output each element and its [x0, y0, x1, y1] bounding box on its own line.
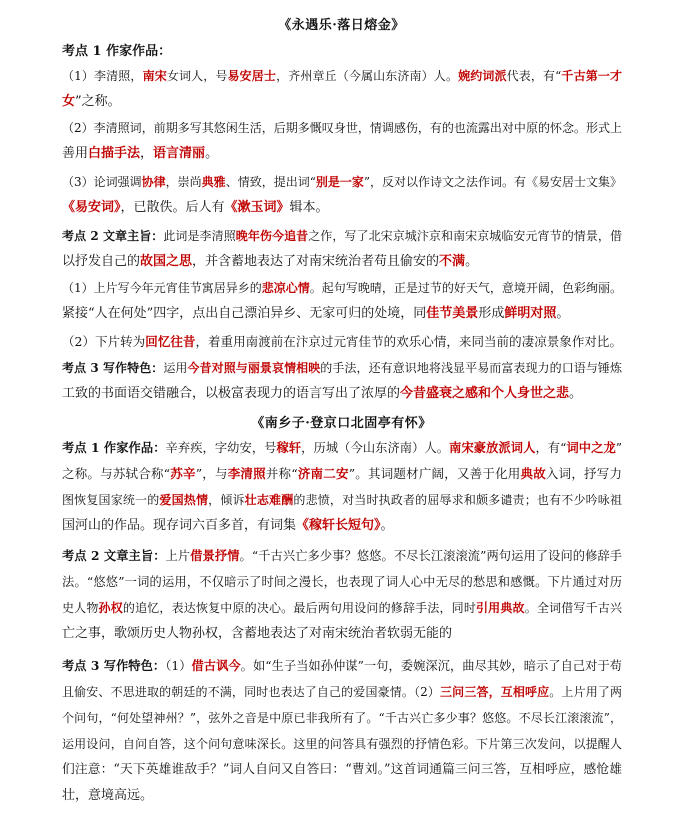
text-span: 的追忆，表达恢复中原的决心。最后两句用设问的修辞手法，同时 — [122, 601, 476, 615]
text-span: 女词人，号 — [166, 69, 228, 83]
text-span: 代表，有“ — [506, 69, 562, 83]
text-span: 。上片用了两 — [549, 685, 622, 699]
text-span: ，历城（今山东济南）人。 — [301, 441, 450, 455]
text-span: 辑本。 — [289, 200, 329, 215]
paragraph-line — [62, 516, 622, 536]
paragraph-line — [62, 358, 622, 378]
highlight-text: 故国之思 — [140, 254, 193, 269]
text-span: 壮，意境高远。 — [62, 788, 154, 803]
highlight-text: 《稼轩长短句》 — [296, 518, 381, 533]
text-span: （1）上片写今年元宵佳节寓居异乡的 — [62, 281, 262, 295]
paragraph-line — [62, 546, 622, 566]
text-span: 图恢复国家统一的 — [62, 493, 160, 507]
paragraph-line — [62, 656, 622, 676]
text-span: 国河山的作品。现存词六百多首，有词集 — [62, 518, 297, 533]
highlight-text: 《漱玉词》 — [224, 200, 290, 215]
paragraph-line — [62, 332, 622, 352]
highlight-text: 济南二安 — [297, 466, 349, 481]
text-span: 。起句写晚晴，正是过节的好天气，意境开阔，色彩绚丽。 — [309, 281, 622, 295]
text-span: 并称“ — [265, 466, 298, 481]
paragraph-line — [62, 760, 622, 780]
highlight-text: 女 — [62, 94, 76, 109]
paragraph-line — [62, 464, 622, 484]
paragraph-line — [62, 438, 622, 458]
highlight-text: 引用典故 — [476, 601, 525, 615]
text-span: （3）论词强调 — [62, 175, 142, 189]
kaodian-heading: 考点 2 文章主旨： — [62, 548, 166, 563]
text-span: 之作，写了北宋京城汴京和南宋京城临安元宵节的情景，借 — [308, 229, 622, 243]
text-span: 。 — [205, 146, 219, 161]
paragraph-line — [62, 92, 622, 112]
paragraph-line — [62, 118, 622, 138]
highlight-text: 借景抒情 — [190, 548, 240, 563]
text-span: ，齐州章丘（今属山东济南）人。 — [276, 69, 459, 83]
text-span: 工致的书面语交错融合，以极富表现力的语言写出了浓厚的 — [62, 386, 401, 401]
text-span: 善用 — [62, 146, 89, 161]
section-title: 《永遇乐·落日熔金》 — [278, 18, 405, 33]
text-span: 辛弃疾，字幼安，号 — [165, 441, 277, 455]
text-span: 运用 — [163, 361, 188, 375]
text-span: 且偷安、不思进取的朝廷的不满，同时也表达了自己的爱国豪情。（2） — [62, 685, 441, 699]
highlight-text: 协律 — [141, 175, 166, 189]
text-span: 。全词借写千古兴 — [524, 601, 622, 615]
text-span: ”之称。 — [75, 94, 121, 109]
highlight-text: 不满 — [439, 254, 466, 269]
highlight-text: 借古讽今 — [191, 658, 241, 673]
paragraph-line — [62, 734, 622, 754]
text-span: 形成 — [478, 306, 505, 321]
text-span: ，着重用南渡前在汴京过元宵佳节的欢乐心情，来同当前的凄凉景象作对比。 — [195, 334, 622, 349]
kaodian-heading — [62, 42, 622, 62]
text-span: ，崇尚 — [165, 175, 202, 189]
paragraph-line — [62, 144, 622, 164]
highlight-text: 词中之龙 — [566, 440, 616, 455]
text-span: ” — [615, 441, 623, 455]
text-span: ，已散佚。后人有 — [120, 200, 225, 215]
text-span: 运用设问，自问自答，这个问句意味深长。这里的问答具有强烈的抒情色彩。下片第三次发问，以提醒人 — [62, 737, 622, 751]
highlight-text: 易安居士 — [227, 69, 277, 83]
highlight-text: 晚年伤今追昔 — [235, 229, 309, 243]
paragraph-line — [62, 384, 622, 404]
text-span: 。 — [556, 306, 570, 321]
highlight-text: 婉约词派 — [458, 69, 507, 83]
highlight-text: 白描手法 — [88, 146, 141, 161]
paragraph-line — [62, 66, 622, 86]
kaodian-heading: 考点 1 作家作品： — [62, 440, 166, 455]
text-span: 。 — [569, 386, 583, 401]
text-span: 。“千古兴亡多少事？悠悠。不尽长江滚滚流”两句运用了设问的修辞手 — [239, 549, 623, 563]
highlight-text: 千古第一才 — [561, 69, 622, 83]
highlight-text: 鲜明对照 — [504, 306, 557, 321]
highlight-text: 壮志难酬 — [244, 493, 294, 507]
text-span: 们注意：“天下英雄谁敌手？”词人自问又自答曰：“曹刘。”这首词通篇三问三答，互相呼应，感怆雄 — [62, 762, 622, 777]
text-span: ”，与 — [195, 466, 228, 481]
paragraph-line — [62, 172, 622, 192]
text-span: ，并含蓄地表达了对南宋统治者苟且偷安的 — [192, 254, 440, 269]
text-span: 此词是李清照 — [163, 229, 236, 243]
paragraph-line — [62, 682, 622, 702]
text-span: （2）下片转为 — [62, 334, 146, 349]
text-span: 个问句，“何处望神州？”，弦外之音是中原已非我所有了。“千古兴亡多少事？悠悠。不尽长江滚滚流”， — [62, 711, 622, 725]
highlight-text: 稼轩 — [276, 440, 302, 455]
highlight-text: 李清照 — [227, 466, 266, 481]
text-span: 、情致，提出词“ — [225, 175, 316, 189]
highlight-text: 典雅 — [201, 175, 226, 189]
kaodian-heading: 考点 2 文章主旨： — [62, 229, 164, 243]
highlight-text: 三问三答，互相呼应 — [440, 685, 550, 699]
text-span: （1）李清照， — [62, 69, 143, 83]
text-span: 史人物 — [62, 601, 99, 615]
section-title: 《南乡子·登京口北固亭有怀》 — [251, 416, 432, 431]
text-span: 入词，抒写力 — [545, 466, 622, 481]
text-span: （2）李清照词，前期多写其悠闲生活，后期多慨叹身世，情调感伤，有的也流露出对中原的怀念。形式上 — [62, 121, 622, 135]
text-span: 。如“生子当如孙仲谋”一句，委婉深沉，曲尽其妙，暗示了自己对于苟 — [240, 659, 622, 673]
paragraph-line — [62, 226, 622, 246]
text-span: 上片 — [165, 549, 191, 563]
highlight-text: 回忆往昔 — [145, 334, 196, 349]
text-span: 的手法，还有意识地将浅显平易而富表现力的口语与锤炼 — [320, 361, 622, 375]
kaodian-heading: 考点 3 写作特色： — [62, 658, 166, 673]
kaodian-heading: 考点 3 写作特色： — [62, 361, 164, 375]
highlight-text: 苏辛 — [170, 466, 196, 481]
highlight-text: 今昔对照与丽景哀情相映 — [187, 361, 321, 375]
text-span: 的悲愤，对当时执政者的屈辱求和颇多谴责；也有不少吟咏祖 — [293, 493, 622, 507]
paragraph-line — [62, 490, 622, 510]
text-span: 之称。与苏轼合称“ — [62, 466, 171, 481]
paragraph-line — [62, 572, 622, 592]
highlight-text: 南宋 — [142, 69, 167, 83]
text-span: 。 — [380, 518, 394, 533]
paragraph-line — [62, 624, 622, 644]
text-span: ， — [140, 146, 154, 161]
text-span: ”，反对以作诗文之法作词。有《易安居士文集》 — [363, 175, 622, 189]
paragraph-line — [62, 198, 622, 218]
paragraph-line — [62, 278, 622, 298]
highlight-text: 南宋豪放派词人 — [449, 440, 536, 455]
text-span: 考点 1 作家作品： — [62, 44, 172, 59]
paragraph-line — [62, 304, 622, 324]
text-span: 。 — [465, 254, 479, 269]
text-span: ”。其词题材广阔，又善于化用 — [348, 466, 521, 481]
highlight-text: 悲凉心情 — [261, 281, 310, 295]
highlight-text: 典故 — [520, 466, 546, 481]
highlight-text: 语言清丽 — [153, 146, 206, 161]
highlight-text: 爱国热情 — [159, 493, 209, 507]
paragraph-line — [62, 252, 622, 272]
text-span: 以抒发自己的 — [62, 254, 141, 269]
paragraph-line — [62, 786, 622, 806]
paragraph-line — [62, 598, 622, 618]
text-span: 法。“悠悠”一词的运用，不仅暗示了时间之漫长，也表现了词人心中无尽的愁思和感慨。下片通过对历 — [62, 575, 622, 589]
text-span: ，倾诉 — [208, 493, 245, 507]
highlight-text: 今昔盛衰之感和个人身世之悲 — [400, 386, 570, 401]
highlight-text: 别是一家 — [315, 175, 364, 189]
text-span: 紧接“人在何处”四字，点出自己漂泊异乡、无家可归的处境，同 — [62, 306, 427, 321]
highlight-text: 孙权 — [98, 601, 123, 615]
text-span: （1） — [165, 659, 192, 673]
paragraph-line — [62, 708, 622, 728]
text-span: ，有“ — [535, 441, 567, 455]
text-span: 亡之事，歌颂历史人物孙权，含蓄地表达了对南宋统治者软弱无能的 — [62, 626, 453, 641]
highlight-text: 佳节美景 — [426, 306, 479, 321]
highlight-text: 《易安词》 — [62, 200, 121, 215]
